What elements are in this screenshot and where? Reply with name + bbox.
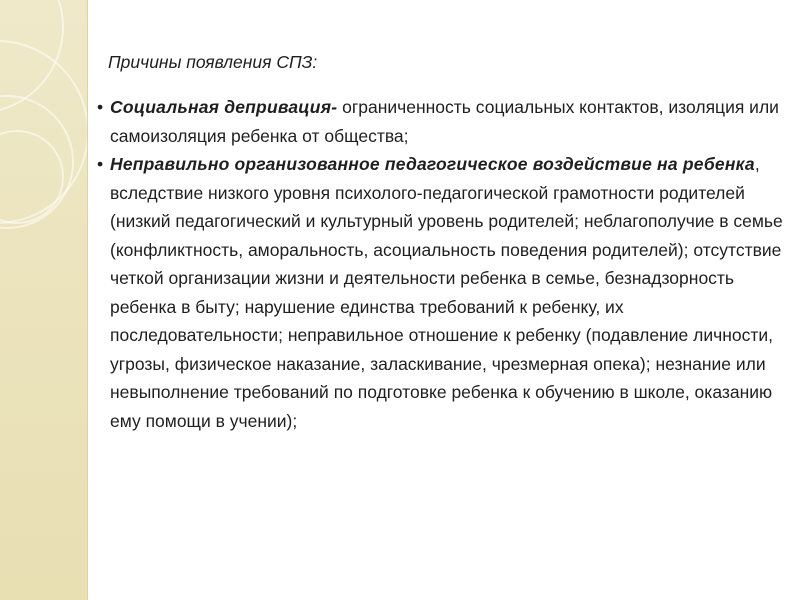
- slide-content: [97, 48, 784, 435]
- bullet-text: , вследствие низкого уровня психолого-педагогической грамотности родителей (низкий педагогический и культурный уровень родителей; неблагополучие в семье (конфликтность, аморальность, асоциальность поведения родителей); отсутствие четкой организации жизни и деятельности ребенка в семье, безнадзорность ребенка в быту; нарушение единства требований к ребенку, их последовательности; неправильное отношение к ребенку (подавление личности, угрозы, физическое наказание, заласкивание, чрезмерная опека); незнание или невыполнение требований по подготовке ребенка к обучению в школе, оказанию ему помощи в учении);: [110, 154, 783, 431]
- bullet-text: ограниченность социальных контактов, изоляция или самоизоляция ребенка от общества;: [110, 97, 779, 146]
- bullet-item: [97, 93, 784, 150]
- band-divider: [87, 0, 88, 600]
- bullet-item: [97, 150, 784, 435]
- bullet-mark: •: [97, 97, 104, 117]
- decorative-side-band: [0, 0, 87, 600]
- slide-title: Причины появления СПЗ:: [108, 52, 318, 72]
- bullet-mark: •: [97, 154, 104, 174]
- bullet-term: Неправильно организованное педагогическое воздействие на ребенка: [110, 154, 755, 174]
- bullet-term: Социальная депривация-: [110, 97, 338, 117]
